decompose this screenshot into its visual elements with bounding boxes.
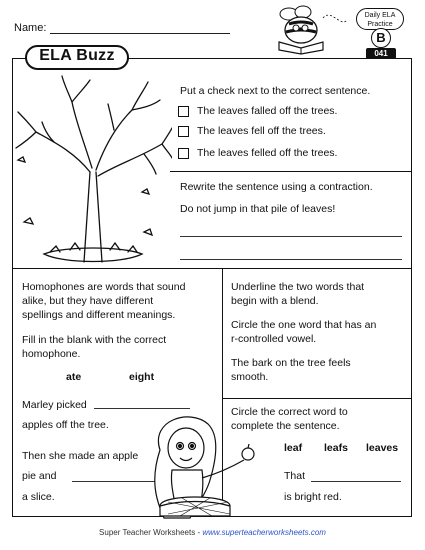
correct-word-instruction-1: Circle the correct word to: [231, 406, 348, 418]
correct-word-sentence-1: That: [284, 470, 306, 482]
homophones-line-1: Homophones are words that sound: [22, 281, 186, 293]
divider-1: [170, 171, 412, 172]
daily-ela-badge: [356, 8, 404, 30]
correct-word-sentence-2: is bright red.: [284, 491, 342, 503]
section1-prompt: Put a check next to the correct sentence.: [180, 85, 371, 97]
homophones-instruction-1: Fill in the blank with the correct: [22, 334, 167, 346]
name-field[interactable]: [50, 33, 230, 34]
blend-sentence-1: The bark on the tree feels: [231, 357, 351, 369]
section2-sentence: Do not jump in that pile of leaves!: [180, 203, 336, 215]
sentence-part-5: a slice.: [22, 491, 55, 503]
divider-4: [222, 398, 412, 399]
option-2-label: The leaves fell off the trees.: [197, 125, 326, 137]
blend-sentence-2: smooth.: [231, 371, 269, 383]
sentence-part-4: pie and: [22, 470, 57, 482]
option-1-label: The leaves falled off the trees.: [197, 105, 338, 117]
option-3-label: The leaves felled off the trees.: [197, 147, 338, 159]
word-choice-eight: eight: [129, 371, 155, 383]
rcontrolled-instruction-2: r-controlled vowel.: [231, 333, 317, 345]
correct-word-blank[interactable]: [311, 481, 401, 482]
word-choice-ate: ate: [66, 371, 82, 383]
homophones-instruction-2: homophone.: [22, 348, 81, 360]
divider-2: [12, 268, 412, 269]
badge-line-2: Practice: [367, 21, 393, 28]
footer-brand: Super Teacher Worksheets -: [99, 528, 203, 537]
blend-instruction-1: Underline the two words that: [231, 281, 365, 293]
word-choice-leaves: leaves: [366, 442, 399, 454]
page-title: ELA Buzz: [39, 47, 115, 64]
option-3-checkbox[interactable]: [178, 148, 189, 159]
badge-number: 041: [366, 48, 396, 59]
bee-reading-icon: [275, 4, 355, 56]
footer-link[interactable]: www.superteacherworksheets.com: [202, 528, 326, 537]
homophones-line-3: spellings and different meanings.: [22, 309, 176, 321]
homophone-blank-1[interactable]: [94, 408, 190, 409]
footer: [0, 528, 425, 537]
section2-prompt: Rewrite the sentence using a contraction.: [180, 181, 373, 193]
sentence-part-2: apples off the tree.: [22, 419, 109, 431]
word-choice-leafs: leafs: [324, 442, 348, 454]
blend-instruction-2: begin with a blend.: [231, 295, 319, 307]
badge-line-1: Daily ELA: [364, 12, 396, 19]
sentence-part-3: Then she made an apple: [22, 450, 139, 462]
option-1-checkbox[interactable]: [178, 106, 189, 117]
homophones-line-2: alike, but they have different: [22, 295, 154, 307]
badge-letter: B: [371, 28, 391, 48]
rewrite-answer-line-1[interactable]: [180, 236, 402, 237]
option-2-checkbox[interactable]: [178, 126, 189, 137]
rcontrolled-instruction-1: Circle the one word that has an: [231, 319, 377, 331]
correct-word-instruction-2: complete the sentence.: [231, 420, 340, 432]
tree-icon: [14, 72, 172, 268]
word-choice-leaf: leaf: [284, 442, 303, 454]
rewrite-answer-line-2[interactable]: [180, 259, 402, 260]
sentence-part-1: Marley picked: [22, 399, 87, 411]
name-label: Name:: [14, 22, 47, 34]
